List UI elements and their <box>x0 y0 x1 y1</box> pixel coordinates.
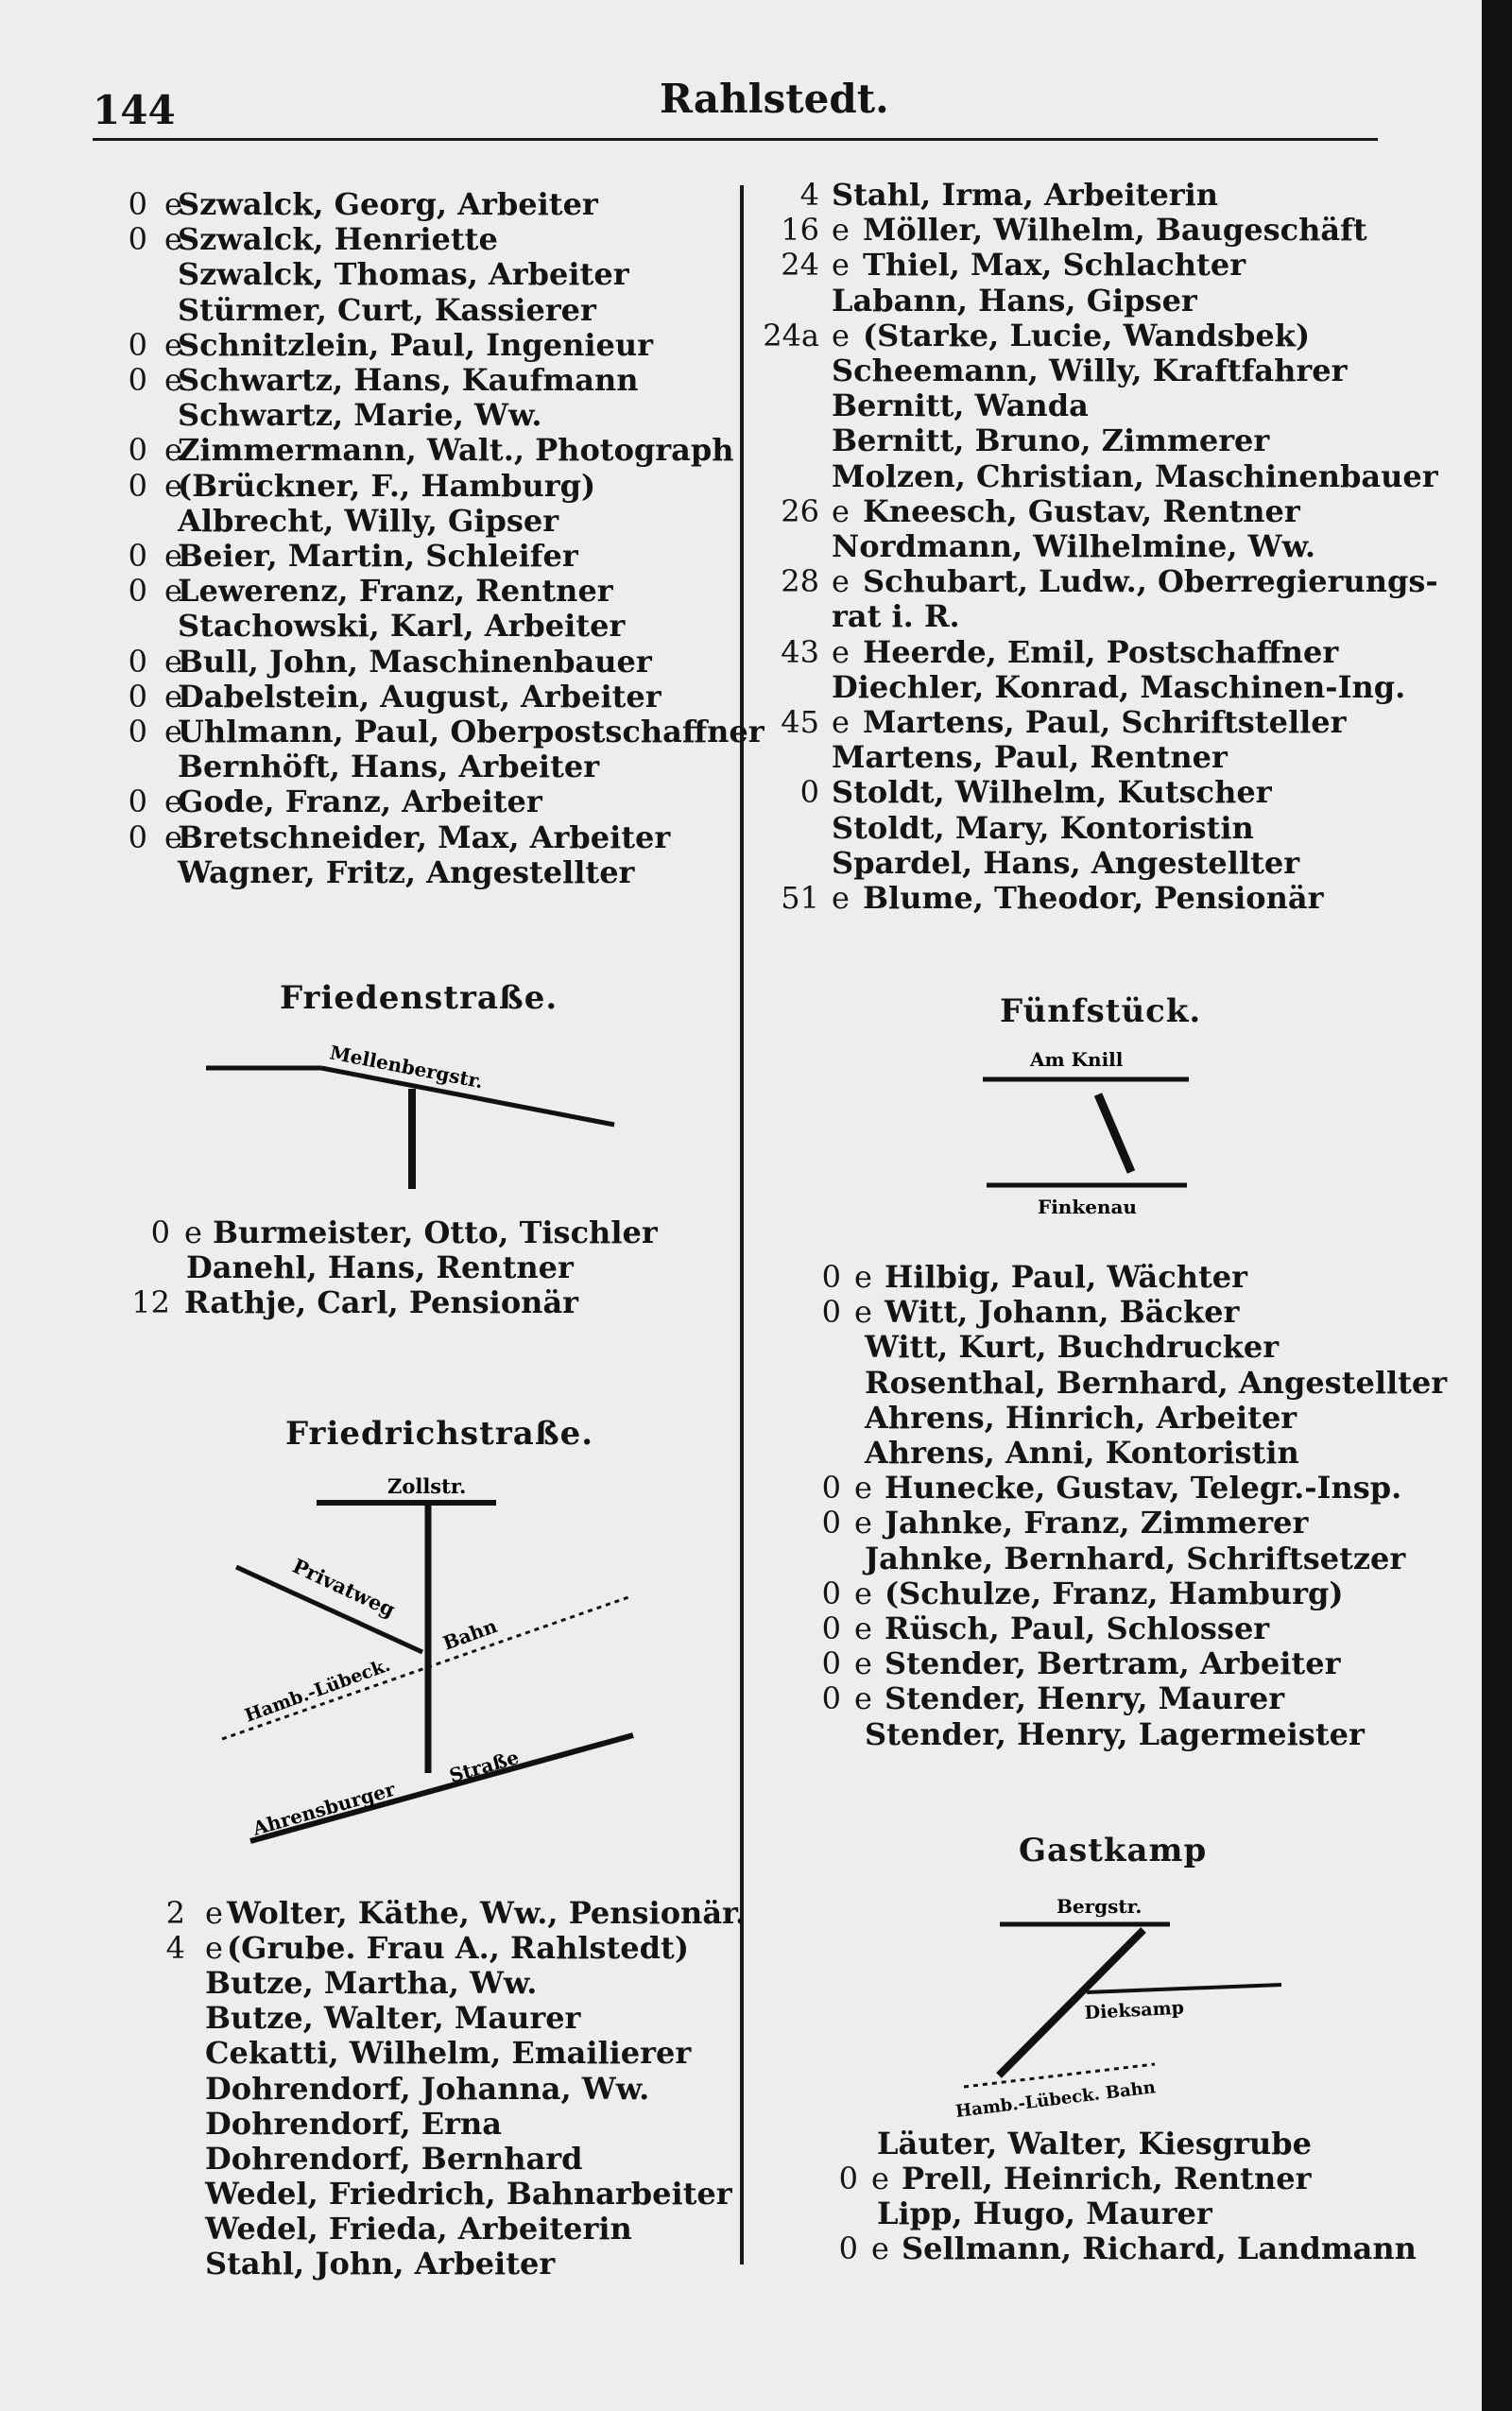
resident-name: Witt, Johann, Bäcker <box>885 1294 1240 1331</box>
resident-name: Stoldt, Wilhelm, Kutscher <box>832 774 1272 811</box>
resident-name: Stahl, Irma, Arbeiterin <box>832 177 1219 213</box>
owner-marker: e <box>832 247 850 284</box>
owner-marker: e <box>164 186 182 222</box>
resident-name: Wedel, Friedrich, Bahnarbeiter <box>205 2175 732 2212</box>
resident-name: Martens, Paul, Rentner <box>832 739 1228 776</box>
resident-name: Butze, Walter, Maurer <box>205 2000 581 2037</box>
resident-name: Szwalck, Thomas, Arbeiter <box>178 256 629 293</box>
owner-marker: e <box>164 714 182 749</box>
owner-marker: e <box>205 1895 223 1931</box>
resident-name: Butze, Martha, Ww. <box>205 1965 538 2002</box>
street-title-gastkamp: Gastkamp <box>1019 1832 1208 1869</box>
resident-name: Wolter, Käthe, Ww., Pensionär. <box>227 1895 747 1931</box>
map-label-bergstr: Bergstr. <box>1057 1895 1143 1918</box>
owner-marker: e <box>164 467 182 504</box>
house-number: 45 <box>781 704 819 740</box>
resident-name: Dohrendorf, Bernhard <box>205 2140 583 2177</box>
owner-marker: e <box>832 880 850 916</box>
resident-name: Rathje, Carl, Pensionär <box>184 1284 579 1320</box>
resident-name: Diechler, Konrad, Maschinen-Ing. <box>832 668 1406 705</box>
house-number: 12 <box>131 1284 170 1320</box>
map-road-dieksamp <box>1087 1985 1281 1992</box>
map-road-fuenfstueck <box>1098 1094 1131 1172</box>
resident-name: Läuter, Walter, Kiesgrube <box>877 2126 1313 2161</box>
resident-name: Dohrendorf, Erna <box>205 2105 503 2142</box>
house-number: 0 <box>838 2161 858 2196</box>
resident-name: Stahl, John, Arbeiter <box>205 2246 556 2282</box>
resident-name: Spardel, Hans, Angestellter <box>832 844 1300 881</box>
map-label-dieksamp: Dieksamp <box>1084 1997 1185 2024</box>
street-title-fuenfstueck: Fünfstück. <box>1000 992 1202 1030</box>
house-number: 0 <box>799 774 819 811</box>
house-number: 0 <box>128 643 147 680</box>
owner-marker: e <box>832 563 850 600</box>
resident-name: Jahnke, Bernhard, Schriftsetzer <box>865 1540 1406 1576</box>
owner-marker: e <box>164 538 182 574</box>
resident-name: Bull, John, Maschinenbauer <box>178 643 652 680</box>
owner-marker: e <box>854 1470 872 1507</box>
map-label-ahrensburger: Ahrensburger <box>249 1777 398 1840</box>
owner-marker: e <box>164 221 182 258</box>
resident-name: Stürmer, Curt, Kassierer <box>178 291 596 328</box>
resident-name: Schnitzlein, Paul, Ingenieur <box>178 326 653 363</box>
house-number: 0 <box>128 362 147 398</box>
resident-name: Bernhöft, Hans, Arbeiter <box>178 749 600 785</box>
resident-name: rat i. R. <box>832 598 960 635</box>
house-number: 0 <box>128 818 147 855</box>
house-number: 0 <box>821 1680 841 1717</box>
map-gastkamp <box>945 1881 1295 2122</box>
resident-name: Rüsch, Paul, Schlosser <box>885 1610 1270 1646</box>
resident-name: Jahnke, Franz, Zimmerer <box>885 1505 1309 1541</box>
resident-name: Stender, Henry, Lagermeister <box>865 1715 1365 1752</box>
resident-name: Beier, Martin, Schleifer <box>178 538 578 574</box>
owner-marker: e <box>164 678 182 715</box>
resident-name: Heerde, Emil, Postschaffner <box>863 633 1339 670</box>
owner-marker: e <box>871 2230 889 2266</box>
resident-name: Nordmann, Wilhelmine, Ww. <box>832 528 1316 564</box>
map-label-am-knill: Am Knill <box>1030 1048 1124 1071</box>
resident-name: Cekatti, Wilhelm, Emailierer <box>205 2035 692 2072</box>
owner-marker: e <box>205 1930 223 1967</box>
resident-name: Möller, Wilhelm, Baugeschäft <box>863 212 1367 249</box>
house-number: 0 <box>821 1505 841 1541</box>
resident-name: Wedel, Frieda, Arbeiterin <box>205 2210 632 2247</box>
map-label-bahn: Bahn <box>439 1613 501 1655</box>
house-number: 28 <box>781 563 819 600</box>
resident-name: Szwalck, Henriette <box>178 221 498 258</box>
house-number: 0 <box>821 1645 841 1682</box>
owner-marker: e <box>854 1645 872 1682</box>
resident-name: Scheemann, Willy, Kraftfahrer <box>832 353 1348 388</box>
resident-name: Wagner, Fritz, Angestellter <box>178 853 635 890</box>
map-label-mellenbergstr: Mellenbergstr. <box>328 1041 486 1094</box>
house-number: 0 <box>128 573 147 610</box>
house-number: 0 <box>128 186 147 222</box>
resident-name: Lipp, Hugo, Maurer <box>877 2196 1212 2231</box>
resident-name: Blume, Theodor, Pensionär <box>863 880 1324 916</box>
house-number: 26 <box>781 492 819 529</box>
owner-marker: e <box>164 326 182 363</box>
house-number: 0 <box>128 678 147 715</box>
page-title: Rahlstedt. <box>660 76 889 122</box>
resident-name: Schubart, Ludw., Oberregierungs- <box>863 563 1438 600</box>
resident-name: (Schulze, Franz, Hamburg) <box>885 1575 1344 1611</box>
resident-name: Schwartz, Hans, Kaufmann <box>178 362 639 398</box>
resident-name: Kneesch, Gustav, Rentner <box>863 492 1300 529</box>
resident-name: Albrecht, Willy, Gipser <box>178 502 559 539</box>
resident-name: (Grube. Frau A., Rahlstedt) <box>227 1930 689 1967</box>
resident-name: Bretschneider, Max, Arbeiter <box>178 818 671 855</box>
resident-name: Ahrens, Anni, Kontoristin <box>865 1435 1299 1471</box>
map-friedrichstrasse <box>208 1465 652 1862</box>
resident-name: Szwalck, Georg, Arbeiter <box>178 186 598 222</box>
resident-name: Burmeister, Otto, Tischler <box>213 1214 658 1250</box>
resident-name: Lewerenz, Franz, Rentner <box>178 573 613 610</box>
owner-marker: e <box>832 492 850 529</box>
house-number: 43 <box>781 633 819 670</box>
owner-marker: e <box>854 1505 872 1541</box>
house-number: 0 <box>128 432 147 469</box>
owner-marker: e <box>854 1680 872 1717</box>
resident-name: Hunecke, Gustav, Telegr.-Insp. <box>885 1470 1402 1507</box>
house-number: 24 <box>781 247 819 284</box>
owner-marker: e <box>164 432 182 469</box>
house-number: 0 <box>128 538 147 574</box>
resident-name: Dohrendorf, Johanna, Ww. <box>205 2070 650 2107</box>
resident-name: Schwartz, Marie, Ww. <box>178 397 542 434</box>
house-number: 0 <box>821 1259 841 1295</box>
street-title-friedrichstrasse: Friedrichstraße. <box>285 1415 594 1453</box>
owner-marker: e <box>854 1294 872 1331</box>
resident-name: Stoldt, Mary, Kontoristin <box>832 809 1254 846</box>
owner-marker: e <box>164 362 182 398</box>
resident-name: Stender, Bertram, Arbeiter <box>885 1645 1341 1682</box>
resident-name: Hilbig, Paul, Wächter <box>885 1259 1248 1295</box>
owner-marker: e <box>854 1575 872 1611</box>
resident-name: Danehl, Hans, Rentner <box>186 1249 574 1285</box>
resident-name: Uhlmann, Paul, Oberpostschaffner <box>178 714 765 749</box>
map-label-privatweg: Privatweg <box>288 1553 400 1622</box>
map-fuenfstueck <box>973 1040 1219 1229</box>
owner-marker: e <box>871 2161 889 2196</box>
house-number: 0 <box>821 1575 841 1611</box>
header-rule <box>93 138 1378 141</box>
house-number: 24a <box>763 317 819 353</box>
house-number: 0 <box>821 1610 841 1646</box>
resident-name: Molzen, Christian, Maschinenbauer <box>832 457 1438 494</box>
resident-name: (Brückner, F., Hamburg) <box>178 467 596 504</box>
owner-marker: e <box>164 643 182 680</box>
house-number: 51 <box>781 880 819 916</box>
house-number: 0 <box>128 714 147 749</box>
house-number: 16 <box>781 212 819 249</box>
page-number: 144 <box>93 87 176 133</box>
resident-name: Stender, Henry, Maurer <box>885 1680 1285 1717</box>
resident-name: Zimmermann, Walt., Photograph <box>178 432 734 469</box>
map-friedenstrasse <box>189 1030 643 1210</box>
house-number: 0 <box>821 1470 841 1507</box>
house-number: 0 <box>128 326 147 363</box>
map-label-zollstr: Zollstr. <box>387 1474 467 1498</box>
resident-name: Witt, Kurt, Buchdrucker <box>865 1329 1280 1366</box>
resident-name: (Starke, Lucie, Wandsbek) <box>863 317 1311 353</box>
resident-name: Bernitt, Wanda <box>832 387 1089 424</box>
owner-marker: e <box>164 784 182 820</box>
map-label-finkenau: Finkenau <box>1038 1196 1137 1218</box>
owner-marker: e <box>164 818 182 855</box>
resident-name: Bernitt, Bruno, Zimmerer <box>832 422 1270 459</box>
house-number: 0 <box>838 2230 858 2266</box>
resident-name: Dabelstein, August, Arbeiter <box>178 678 662 715</box>
house-number: 0 <box>128 221 147 258</box>
page-edge-shadow <box>1482 0 1512 2411</box>
owner-marker: e <box>184 1214 202 1250</box>
owner-marker: e <box>832 704 850 740</box>
house-number: 2 <box>165 1895 185 1931</box>
owner-marker: e <box>832 317 850 353</box>
owner-marker: e <box>854 1259 872 1295</box>
house-number: 0 <box>150 1214 170 1250</box>
resident-name: Ahrens, Hinrich, Arbeiter <box>865 1399 1297 1436</box>
column-divider <box>740 185 744 2265</box>
map-label-hamb-luebeck-bahn: Hamb.-Lübeck. Bahn <box>954 2077 1157 2122</box>
resident-name: Labann, Hans, Gipser <box>832 282 1197 319</box>
owner-marker: e <box>854 1610 872 1646</box>
owner-marker: e <box>832 633 850 670</box>
house-number: 0 <box>128 784 147 820</box>
owner-marker: e <box>164 573 182 610</box>
house-number: 4 <box>799 177 819 213</box>
map-label-strasse: Straße <box>446 1746 522 1787</box>
owner-marker: e <box>832 212 850 249</box>
resident-name: Thiel, Max, Schlachter <box>863 247 1246 284</box>
map-label-hamb-luebeck: Hamb.-Lübeck. <box>242 1654 393 1727</box>
street-title-friedenstrasse: Friedenstraße. <box>280 979 558 1017</box>
resident-name: Stachowski, Karl, Arbeiter <box>178 608 626 645</box>
house-number: 4 <box>165 1930 185 1967</box>
resident-name: Sellmann, Richard, Landmann <box>902 2230 1417 2266</box>
resident-name: Prell, Heinrich, Rentner <box>902 2161 1312 2196</box>
resident-name: Martens, Paul, Schriftsteller <box>863 704 1347 740</box>
house-number: 0 <box>821 1294 841 1331</box>
resident-name: Rosenthal, Bernhard, Angestellter <box>865 1364 1448 1401</box>
resident-name: Gode, Franz, Arbeiter <box>178 784 542 820</box>
house-number: 0 <box>128 467 147 504</box>
